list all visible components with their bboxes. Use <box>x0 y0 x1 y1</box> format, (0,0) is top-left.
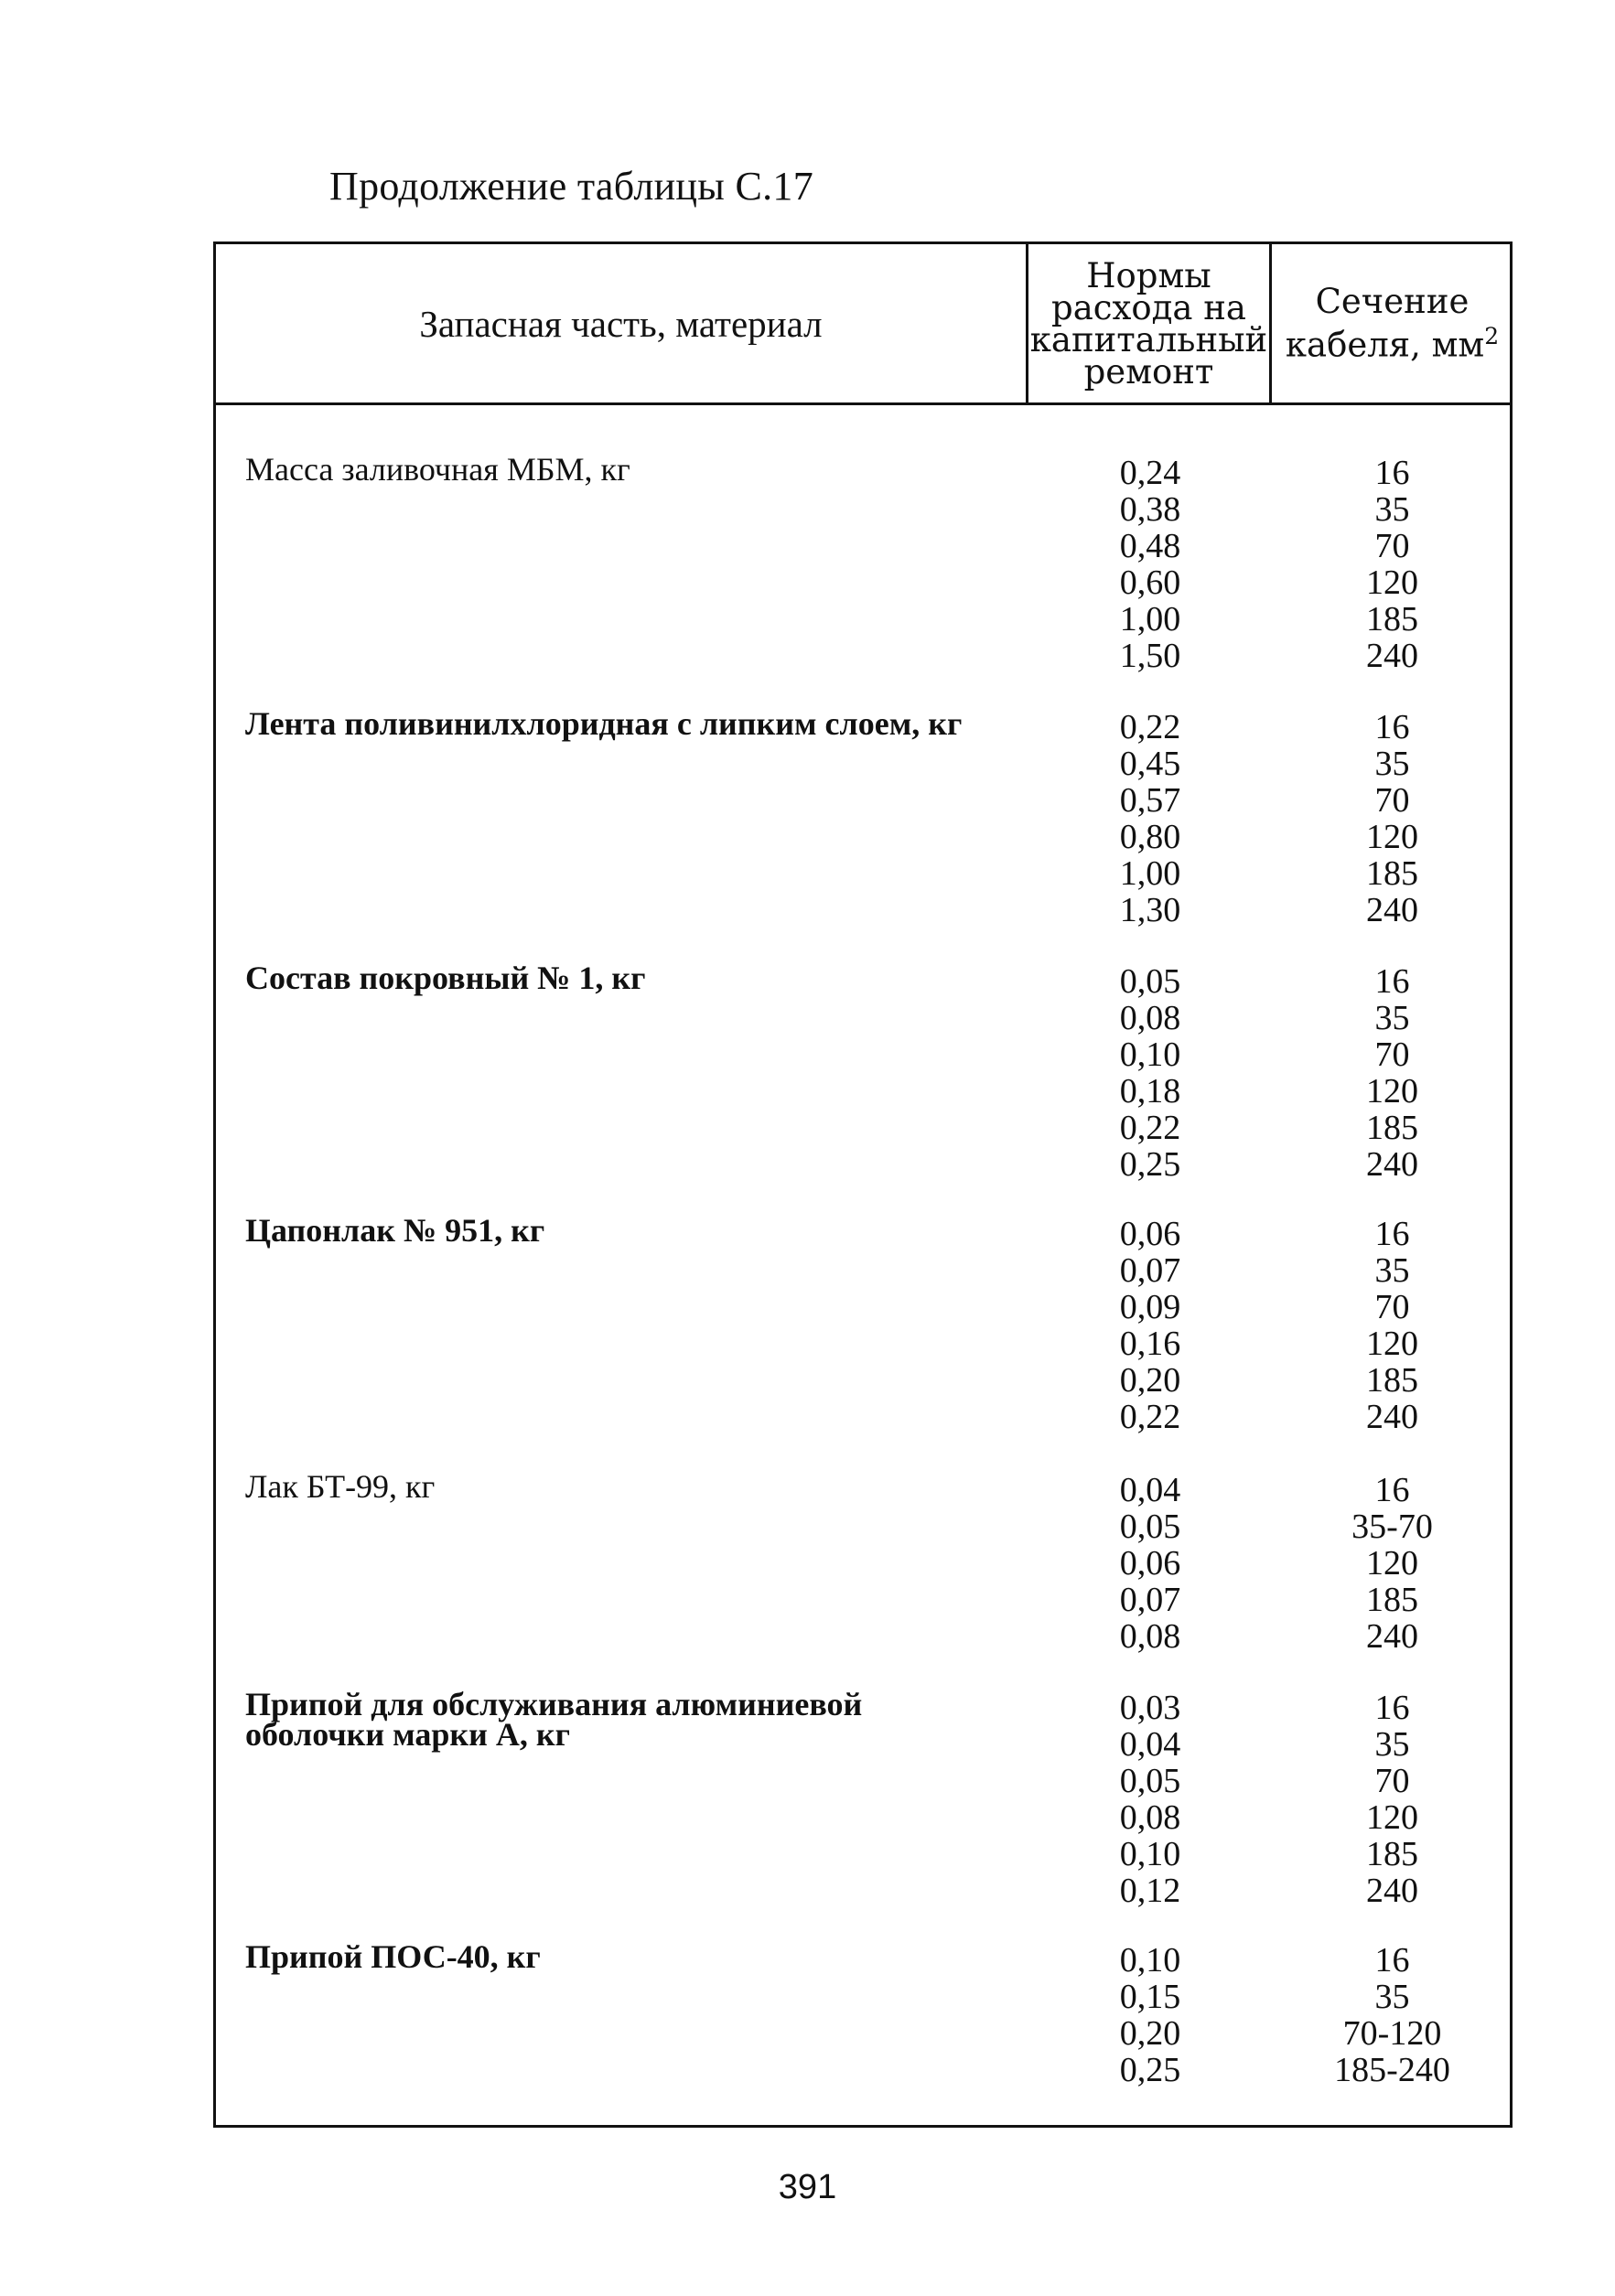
material-name: Масса заливочная МБМ, кг <box>245 451 630 488</box>
section-value: 185 <box>1366 600 1418 638</box>
material-name: Лента поливинилхлоридная с липким слоем, кг <box>245 705 963 742</box>
section-value: 120 <box>1366 818 1418 856</box>
material-name: Цапонлак № 951, кг <box>245 1212 545 1249</box>
page-number: 391 <box>778 2168 837 2206</box>
norm-value: 0,05 <box>1119 1507 1181 1546</box>
norm-value: 0,10 <box>1119 1035 1181 1074</box>
norm-value: 0,20 <box>1119 2014 1181 2053</box>
norm-value: 0,45 <box>1119 745 1181 783</box>
norm-value: 0,22 <box>1119 1109 1181 1147</box>
norm-value: 0,16 <box>1119 1325 1181 1363</box>
norm-value: 0,06 <box>1119 1544 1181 1583</box>
header-norms-line: расхода на <box>1051 287 1246 327</box>
header-norms-line: Нормы <box>1086 255 1211 295</box>
section-value: 185 <box>1366 1581 1418 1619</box>
norm-value: 0,07 <box>1119 1251 1181 1290</box>
section-value: 185 <box>1366 1361 1418 1400</box>
section-value: 35 <box>1374 1725 1410 1764</box>
header-norms-line: ремонт <box>1083 351 1214 392</box>
section-value: 16 <box>1374 1689 1410 1727</box>
section-value: 35-70 <box>1351 1507 1433 1546</box>
norm-value: 0,10 <box>1119 1835 1181 1873</box>
norm-value: 0,20 <box>1119 1361 1181 1400</box>
norm-value: 0,07 <box>1119 1581 1181 1619</box>
section-value: 35 <box>1374 1978 1410 2016</box>
norm-value: 0,18 <box>1119 1072 1181 1110</box>
section-value: 185 <box>1366 1109 1418 1147</box>
section-value: 185 <box>1366 1835 1418 1873</box>
section-value: 185 <box>1366 854 1418 893</box>
section-value: 35 <box>1374 745 1410 783</box>
norm-value: 0,38 <box>1119 490 1181 529</box>
header-section-superscript: 2 <box>1484 322 1500 349</box>
section-value: 185-240 <box>1334 2051 1450 2089</box>
norm-value: 1,50 <box>1119 637 1181 675</box>
norms-values <box>1028 963 1272 1183</box>
norm-value: 0,09 <box>1119 1288 1181 1326</box>
section-value: 70 <box>1374 781 1410 820</box>
norms-values <box>1028 709 1272 928</box>
section-value: 120 <box>1366 1544 1418 1583</box>
section-value: 240 <box>1366 637 1418 675</box>
norm-value: 0,06 <box>1119 1215 1181 1253</box>
header-section <box>1272 244 1513 402</box>
norm-value: 1,00 <box>1119 854 1181 893</box>
section-value: 35 <box>1374 999 1410 1037</box>
norm-value: 0,10 <box>1119 1941 1181 1979</box>
norms-values <box>1028 1216 1272 1435</box>
section-values <box>1272 455 1513 674</box>
section-values <box>1272 709 1513 928</box>
section-values <box>1272 963 1513 1183</box>
norm-value: 0,05 <box>1119 962 1181 1001</box>
header-part-material: Запасная часть, материал <box>216 244 1028 402</box>
section-value: 16 <box>1374 1941 1410 1979</box>
section-value: 70 <box>1374 1035 1410 1074</box>
section-value: 240 <box>1366 1617 1418 1656</box>
norm-value: 0,08 <box>1119 1798 1181 1837</box>
table-caption: Продолжение таблицы С.17 <box>329 164 813 209</box>
norm-value: 0,12 <box>1119 1872 1181 1910</box>
norm-value: 0,22 <box>1119 708 1181 746</box>
section-value: 120 <box>1366 563 1418 602</box>
norms-values <box>1028 1472 1272 1655</box>
header-norms-line: капитальный <box>1029 319 1268 359</box>
norms-values <box>1028 1942 1272 2088</box>
norm-value: 0,25 <box>1119 2051 1181 2089</box>
norm-value: 0,03 <box>1119 1689 1181 1727</box>
section-value: 16 <box>1374 454 1410 492</box>
header-section-unit: кабеля, мм <box>1285 325 1485 365</box>
header-section-line <box>1285 319 1500 365</box>
norm-value: 0,15 <box>1119 1978 1181 2016</box>
norm-value: 1,30 <box>1119 891 1181 929</box>
section-value: 35 <box>1374 490 1410 529</box>
norm-value: 0,25 <box>1119 1145 1181 1184</box>
norm-value: 0,60 <box>1119 563 1181 602</box>
section-value: 120 <box>1366 1072 1418 1110</box>
norm-value: 0,24 <box>1119 454 1181 492</box>
norm-value: 0,22 <box>1119 1398 1181 1436</box>
norm-value: 0,48 <box>1119 527 1181 565</box>
table-header <box>216 244 1510 405</box>
section-value: 120 <box>1366 1325 1418 1363</box>
section-value: 70 <box>1374 1288 1410 1326</box>
section-value: 16 <box>1374 1471 1410 1509</box>
norms-values <box>1028 1690 1272 1909</box>
header-section-line: Сечение <box>1315 281 1470 321</box>
norms-table <box>213 241 1513 2128</box>
section-value: 16 <box>1374 708 1410 746</box>
section-values <box>1272 1216 1513 1435</box>
section-values <box>1272 1472 1513 1655</box>
section-values <box>1272 1690 1513 1909</box>
section-value: 16 <box>1374 1215 1410 1253</box>
section-value: 240 <box>1366 1398 1418 1436</box>
section-value: 16 <box>1374 962 1410 1001</box>
norm-value: 1,00 <box>1119 600 1181 638</box>
section-value: 240 <box>1366 891 1418 929</box>
section-value: 70 <box>1374 1762 1410 1800</box>
material-name: Лак БТ-99, кг <box>245 1468 436 1505</box>
norm-value: 0,04 <box>1119 1725 1181 1764</box>
section-value: 240 <box>1366 1872 1418 1910</box>
norm-value: 0,08 <box>1119 999 1181 1037</box>
section-values <box>1272 1942 1513 2088</box>
section-value: 70-120 <box>1342 2014 1442 2053</box>
norm-value: 0,57 <box>1119 781 1181 820</box>
header-norms <box>1028 244 1272 402</box>
norm-value: 0,80 <box>1119 818 1181 856</box>
section-value: 70 <box>1374 527 1410 565</box>
section-value: 240 <box>1366 1145 1418 1184</box>
material-name: Припой ПОС-40, кг <box>245 1938 541 1975</box>
norm-value: 0,05 <box>1119 1762 1181 1800</box>
norms-values <box>1028 455 1272 674</box>
material-name: Состав покровный № 1, кг <box>245 960 646 996</box>
section-value: 120 <box>1366 1798 1418 1837</box>
norm-value: 0,04 <box>1119 1471 1181 1509</box>
section-value: 35 <box>1374 1251 1410 1290</box>
norm-value: 0,08 <box>1119 1617 1181 1656</box>
material-name: Припой для обслуживания алюминиевой оболочки марки А, кг <box>245 1686 863 1753</box>
